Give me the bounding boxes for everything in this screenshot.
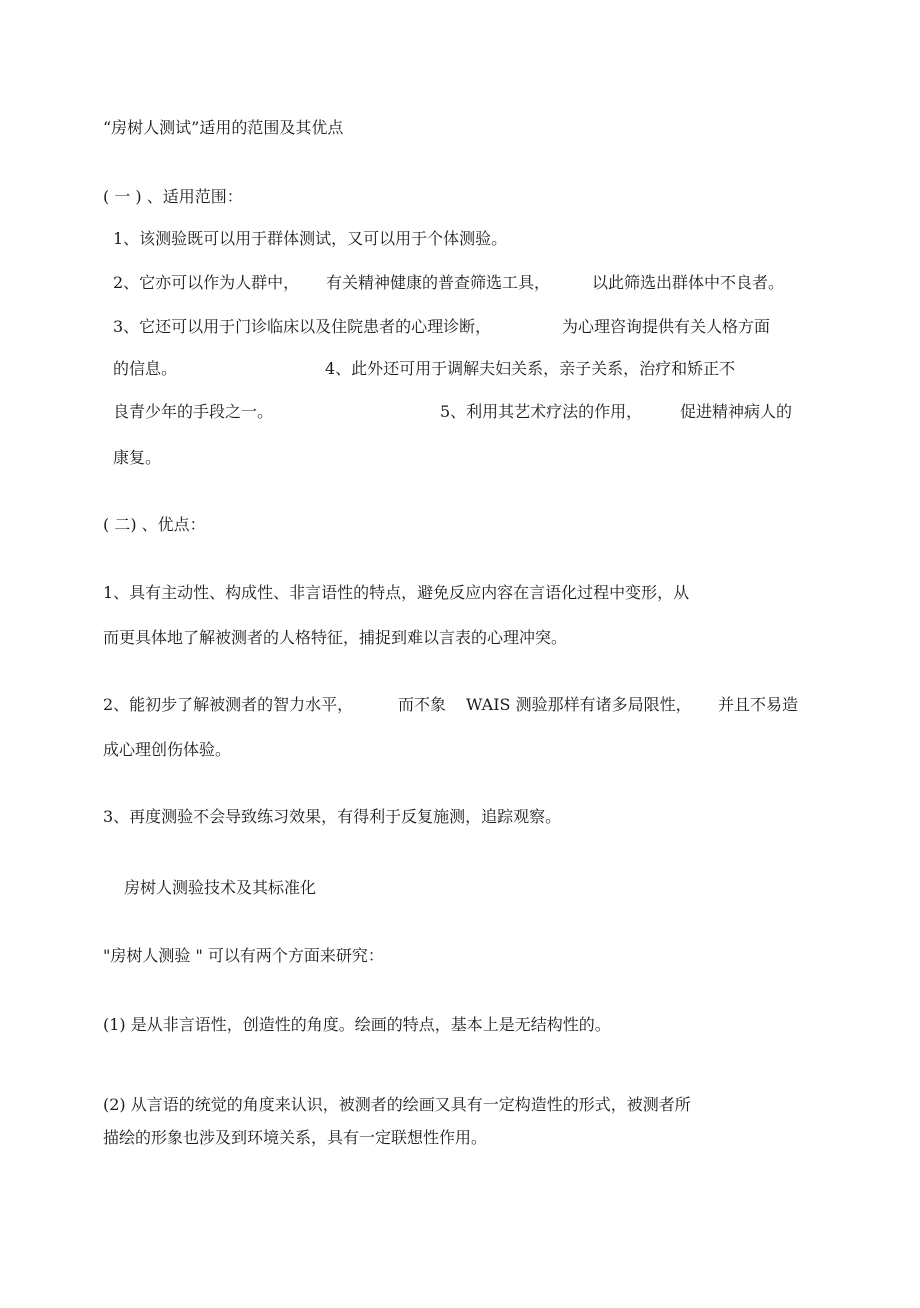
advantage-3: 3、再度测验不会导致练习效果，有得利于反复施测，追踪观察。 bbox=[103, 807, 562, 826]
section-heading-advantages: ( 二) 、优点： bbox=[103, 515, 206, 534]
scope-item-3-part-b: 为心理咨询提供有关人格方面 bbox=[562, 317, 771, 336]
scope-item-2-part-a: 2、它亦可以作为人群中， bbox=[113, 273, 300, 292]
section-heading-technique: 房树人测验技术及其标准化 bbox=[124, 878, 317, 897]
scope-item-3-part-a: 3、它还可以用于门诊临床以及住院患者的心理诊断， bbox=[113, 317, 492, 336]
scope-item-3-continuation: 的信息。 bbox=[113, 359, 178, 378]
technique-item-2-line-1: (2) 从言语的统觉的角度来认识，被测者的绘画又具有一定构造性的形式，被测者所 bbox=[103, 1095, 691, 1114]
advantage-1-line-2: 而更具体地了解被测者的人格特征，捕捉到难以言表的心理冲突。 bbox=[103, 628, 568, 647]
advantage-2-part-a: 2、能初步了解被测者的智力水平， bbox=[103, 695, 354, 714]
document-title: “房树人测试”适用的范围及其优点 bbox=[103, 118, 344, 137]
scope-item-5-part-a: 5、利用其艺术疗法的作用， bbox=[440, 402, 643, 421]
advantage-2-part-c: WAIS 测验那样有诸多局限性， bbox=[466, 695, 692, 714]
scope-item-2-part-b: 有关精神健康的普查筛选工具， bbox=[326, 273, 551, 292]
advantage-2-part-b: 而不象 bbox=[398, 695, 447, 714]
technique-item-2-line-2: 描绘的形象也涉及到环境关系，具有一定联想性作用。 bbox=[103, 1128, 488, 1147]
advantage-2-part-d: 并且不易造 bbox=[718, 695, 799, 714]
scope-item-2-part-c: 以此筛选出群体中不良者。 bbox=[592, 273, 785, 292]
scope-item-5-part-b: 促进精神病人的 bbox=[680, 402, 793, 421]
section-heading-scope: ( 一 ) 、适用范围： bbox=[103, 187, 243, 206]
scope-item-4-continuation: 良青少年的手段之一。 bbox=[113, 402, 274, 421]
scope-item-4: 4、此外还可用于调解夫妇关系，亲子关系，治疗和矫正不 bbox=[325, 359, 736, 378]
advantage-2-continuation: 成心理创伤体验。 bbox=[103, 740, 232, 759]
scope-item-1: 1、该测验既可以用于群体测试，又可以用于个体测验。 bbox=[113, 229, 508, 248]
technique-item-1: (1) 是从非言语性，创造性的角度。绘画的特点，基本上是无结构性的。 bbox=[103, 1015, 611, 1034]
advantage-1-line-1: 1、具有主动性、构成性、非言语性的特点，避免反应内容在言语化过程中变形，从 bbox=[103, 583, 690, 602]
technique-intro: "房树人测验 " 可以有两个方面来研究： bbox=[103, 946, 384, 965]
scope-item-5-continuation: 康复。 bbox=[113, 448, 162, 467]
